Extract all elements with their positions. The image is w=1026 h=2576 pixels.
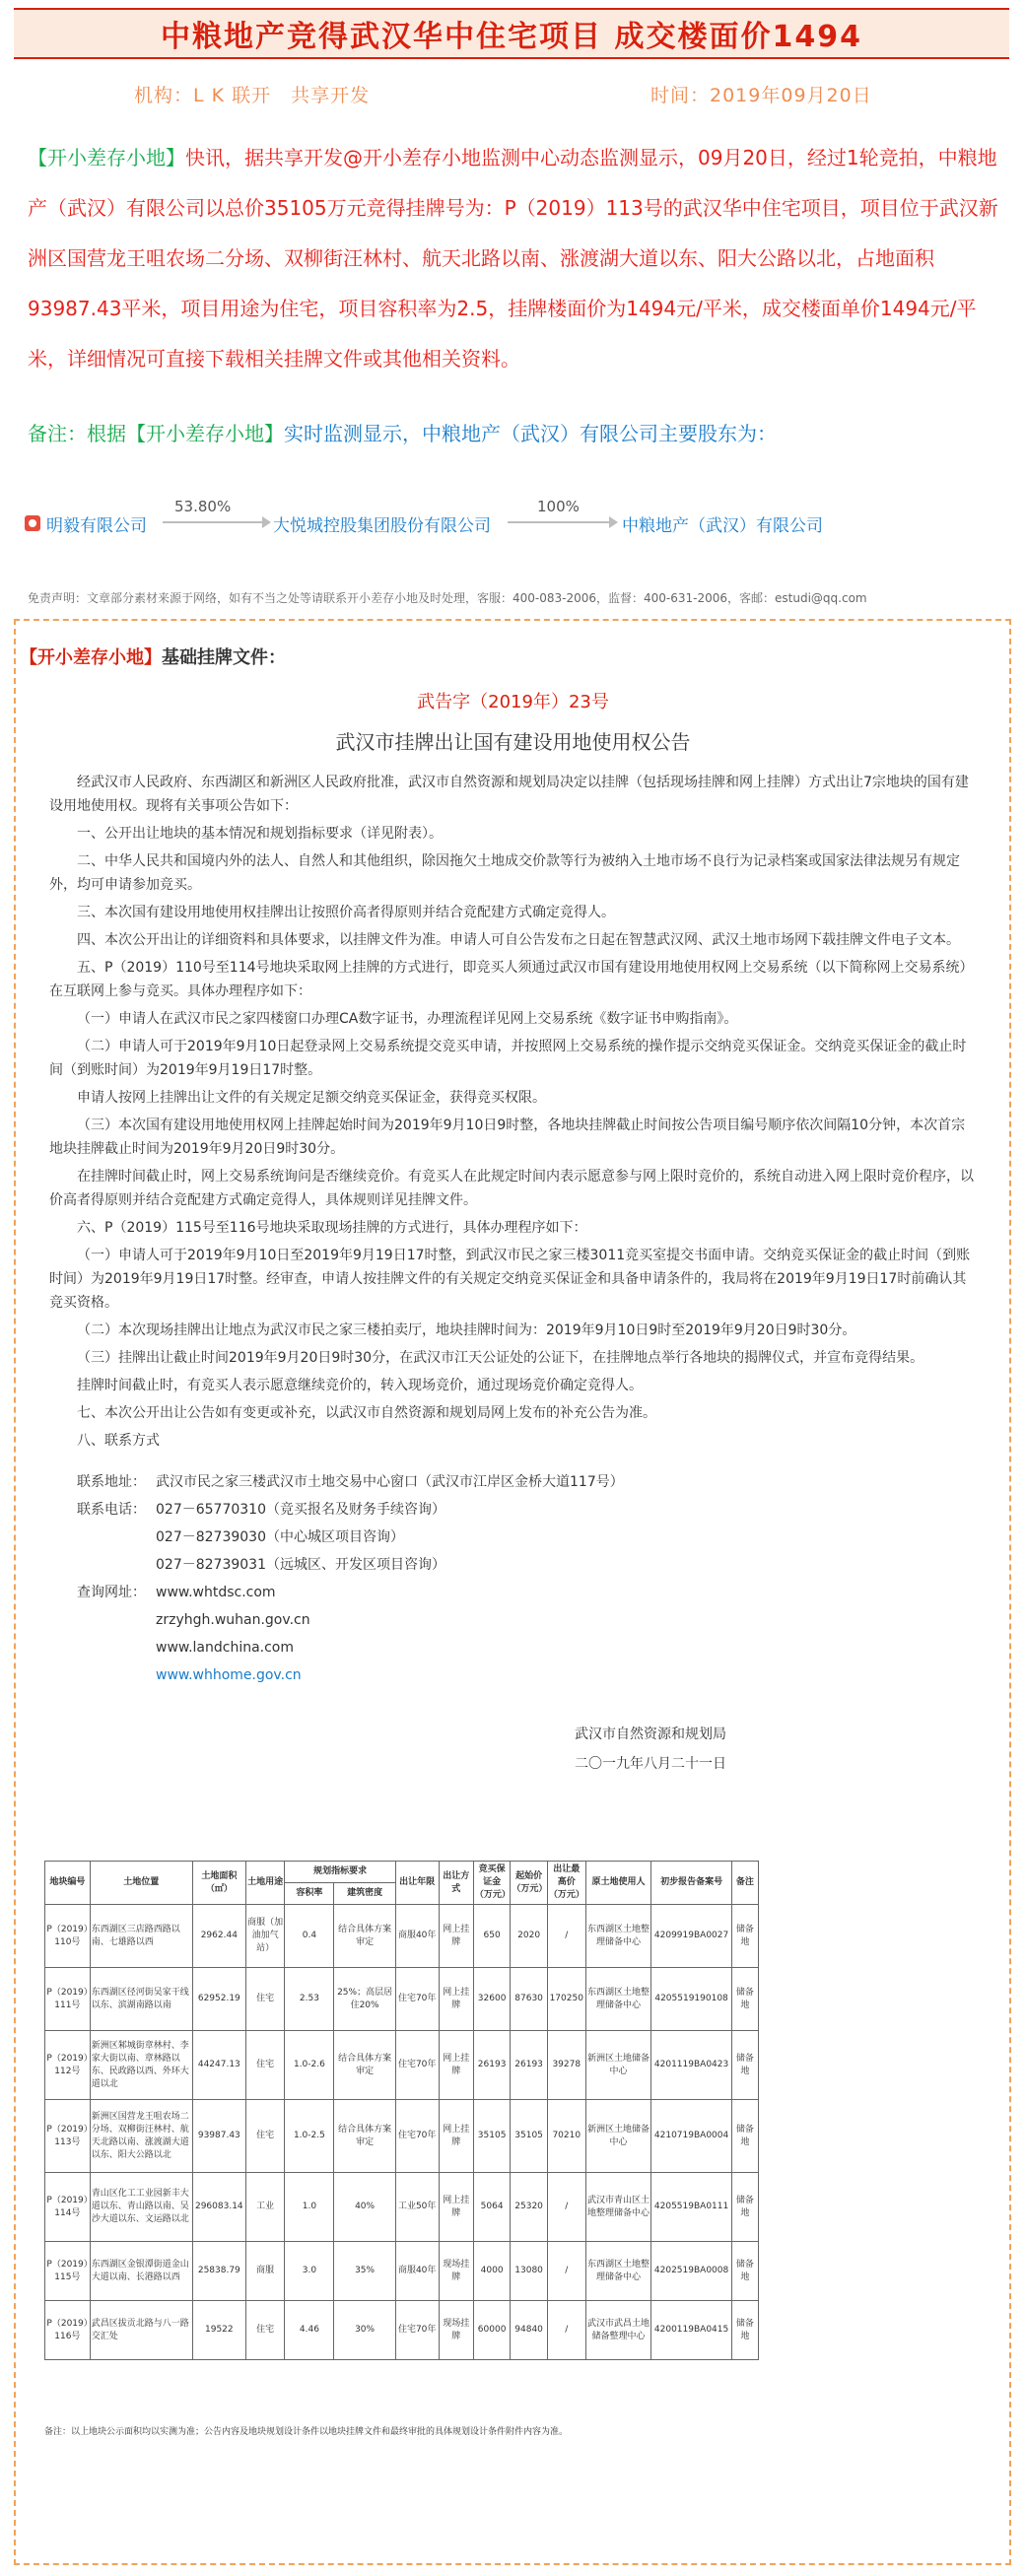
website-label: 查询网址： <box>77 1585 146 1600</box>
cell-method: 网上挂牌 <box>439 2173 473 2242</box>
announcement-paragraph: 在挂牌时间截止时，网上交易系统询问是否继续竞价。有竞买人在此规定时间内表示愿意参与网上限时竞价的，系统自动进入网上限时竞价程序，以价高者得原则并结合竞配建方式确定竞得人，具体规则详见挂牌文件。 <box>49 1169 974 1208</box>
cell-method: 网上挂牌 <box>439 1905 473 1968</box>
th-cap: 出让最高价（万元） <box>547 1862 585 1905</box>
cell-no: P（2019）114号 <box>45 2173 91 2242</box>
cell-loc: 东西湖区金银潭街道金山大道以南、长港路以西 <box>90 2242 192 2301</box>
arrow-icon <box>508 521 616 523</box>
cell-start: 26193 <box>511 2031 547 2100</box>
cell-loc: 青山区化工工业园新丰大道以东、青山路以南、吴沙大道以东、文运路以北 <box>90 2173 192 2242</box>
cell-remark: 储备地 <box>731 2242 758 2301</box>
news-tag: 【开小差存小地】 <box>28 146 185 169</box>
cell-density: 结合具体方案审定 <box>334 2100 395 2173</box>
cell-area: 62952.19 <box>192 1968 245 2031</box>
shareholder-node-1[interactable]: 明毅有限公司 <box>46 516 147 536</box>
cell-no: P（2019）111号 <box>45 1968 91 2031</box>
announcement-body <box>49 771 978 1457</box>
document-heading-text: 基础挂牌文件： <box>162 647 286 668</box>
th-area: 土地面积（㎡） <box>192 1862 245 1905</box>
document-number: 武告字（2019年）23号 <box>417 692 609 712</box>
note-tag: 【开小差存小地】 <box>126 422 284 445</box>
cell-deposit: 4000 <box>473 2242 510 2301</box>
note-text: 实时监测显示，中粮地产（武汉）有限公司主要股东为： <box>284 422 777 445</box>
cell-loc: 东西湖区径河街吴家干线以东、滨湖南路以南 <box>90 1968 192 2031</box>
cell-cap: 170250 <box>547 1968 585 2031</box>
cell-org: 东西湖区土地整理储备中心 <box>585 1905 651 1968</box>
cell-far: 1.0-2.6 <box>285 2031 334 2100</box>
th-years: 出让年限 <box>395 1862 439 1905</box>
announcement-paragraph: 六、P（2019）115号至116号地块采取现场挂牌的方式进行，具体办理程序如下： <box>77 1220 587 1236</box>
announcement-paragraph: （一）申请人可于2019年9月10日至2019年9月19日17时整，到武汉市民之家三楼3011竞买室提交书面申请。交纳竞买保证金的截止时间（到账时间）为2019年9月19日17时整。经审查，申请人按挂牌文件的有关规定交纳竞买保证金和具备申请条件的，我局将在2019年9月19日17时前确认其竞买资格。 <box>49 1248 971 1311</box>
cell-loc: 新洲区邾城街章林村、李家大街以南、章林路以东、民政路以西、外环大道以北 <box>90 2031 192 2100</box>
shareholder-node-2[interactable]: 大悦城控股集团股份有限公司 <box>273 516 491 536</box>
cell-years: 住宅70年 <box>395 2031 439 2100</box>
announcement-paragraph: （二）本次现场挂牌出让地点为武汉市民之家三楼拍卖厅，地块挂牌时间为：2019年9月10日9时至2019年9月20日9时30分。 <box>77 1322 856 1338</box>
cell-remark: 储备地 <box>731 1968 758 2031</box>
cell-area: 44247.13 <box>192 2031 245 2100</box>
announcement-paragraph: 经武汉市人民政府、东西湖区和新洲区人民政府批准，武汉市自然资源和规划局决定以挂牌（包括现场挂牌和网上挂牌）方式出让7宗地块的国有建设用地使用权。现将有关事项公告如下： <box>49 775 969 814</box>
cell-file: 4209919BA0027 <box>651 1905 732 1968</box>
cell-far: 1.0 <box>285 2173 334 2242</box>
cell-method: 网上挂牌 <box>439 2031 473 2100</box>
cell-cap: / <box>547 1905 585 1968</box>
cell-years: 住宅70年 <box>395 2301 439 2360</box>
cell-org: 武汉市青山区土地整理储备中心 <box>585 2173 651 2242</box>
website-link[interactable]: www.landchina.com <box>156 1640 295 1656</box>
company-logo-icon <box>25 515 40 531</box>
announcement-paragraph: 二、中华人民共和国境内外的法人、自然人和其他组织，除因拖欠土地成交价款等行为被纳入土地市场不良行为记录档案或国家法律法规另有规定外，均可申请参加竞买。 <box>49 853 960 893</box>
shareholder-chain <box>25 498 1000 547</box>
sign-date: 二〇一九年八月二十一日 <box>575 1756 726 1772</box>
cell-years: 住宅70年 <box>395 2100 439 2173</box>
signature-block <box>552 1720 749 1779</box>
cell-far: 0.4 <box>285 1905 334 1968</box>
news-text: 快讯，据共享开发@开小差存小地监测中心动态监测显示，09月20日，经过1轮竞拍，中粮地产（武汉）有限公司以总价35105万元竞得挂牌号为：P（2019）113号的武汉华中住宅项目，项目位于武汉新洲区国营龙王咀农场二分场、双柳街汪林村、航天北路以南、涨渡湖大道以东、阳大公路以北，占地面积93987.43平米，项目用途为住宅，项目容积率为2.5，挂牌楼面价为1494元/平米，成交楼面单价1494元/平米，详细情况可直接下载相关挂牌文件或其他相关资料。 <box>28 146 998 371</box>
website-link[interactable]: www.whhome.gov.cn <box>156 1667 302 1683</box>
announcement-paragraph: （二）申请人可于2019年9月10日起登录网上交易系统提交竞买申请，并按照网上交易系统的操作提示交纳竞买保证金。交纳竞买保证金的截止时间（到账时间）为2019年9月19日17时整。 <box>49 1039 967 1078</box>
cell-density: 40% <box>334 2173 395 2242</box>
cell-remark: 储备地 <box>731 2031 758 2100</box>
cell-area: 19522 <box>192 2301 245 2360</box>
cell-deposit: 60000 <box>473 2301 510 2360</box>
th-location: 土地位置 <box>90 1862 192 1905</box>
announcement-paragraph: 四、本次公开出让的详细资料和具体要求，以挂牌文件为准。申请人可自公告发布之日起在智慧武汉网、武汉土地市场网下载挂牌文件电子文本。 <box>77 932 960 948</box>
th-no: 地块编号 <box>45 1862 91 1905</box>
cell-org: 新洲区土地储备中心 <box>585 2100 651 2173</box>
cell-remark: 储备地 <box>731 2100 758 2173</box>
cell-file: 4201119BA0423 <box>651 2031 732 2100</box>
note-line <box>28 414 777 453</box>
phone-value: 027－82739030（中心城区项目咨询） <box>156 1529 404 1545</box>
cell-density: 结合具体方案审定 <box>334 1905 395 1968</box>
land-table <box>44 1861 759 2360</box>
note-prefix: 备注：根据 <box>28 422 126 445</box>
news-paragraph <box>28 133 1003 384</box>
cell-use: 商服（加油加气站） <box>245 1905 285 1968</box>
table-row <box>45 2031 759 2100</box>
cell-use: 住宅 <box>245 1968 285 2031</box>
th-org: 原土地使用人 <box>585 1862 651 1905</box>
th-deposit: 竞买保证金（万元） <box>473 1862 510 1905</box>
th-far: 容积率 <box>285 1883 334 1905</box>
cell-cap: 39278 <box>547 2031 585 2100</box>
cell-start: 35105 <box>511 2100 547 2173</box>
cell-far: 2.53 <box>285 1968 334 2031</box>
share-percent-2: 100% <box>537 498 580 515</box>
announcement-paragraph: （三）挂牌出让截止时间2019年9月20日9时30分，在武汉市江天公证处的公证下，在挂牌地点举行各地块的揭牌仪式，并宣布竞得结果。 <box>77 1350 924 1366</box>
cell-years: 住宅70年 <box>395 1968 439 2031</box>
cell-use: 住宅 <box>245 2100 285 2173</box>
cell-loc: 武昌区拔贡北路与八一路交汇处 <box>90 2301 192 2360</box>
th-remark: 备注 <box>731 1862 758 1905</box>
cell-start: 25320 <box>511 2173 547 2242</box>
cell-use: 住宅 <box>245 2031 285 2100</box>
cell-org: 武汉市武昌土地储备整理中心 <box>585 2301 651 2360</box>
cell-file: 4202519BA0008 <box>651 2242 732 2301</box>
website-link[interactable]: www.whtdsc.com <box>156 1585 276 1600</box>
signer: 武汉市自然资源和规划局 <box>575 1727 726 1742</box>
cell-method: 现场挂牌 <box>439 2242 473 2301</box>
th-use: 土地用途 <box>245 1862 285 1905</box>
th-density: 建筑密度 <box>334 1883 395 1905</box>
cell-deposit: 26193 <box>473 2031 510 2100</box>
cell-org: 东西湖区土地整理储备中心 <box>585 1968 651 2031</box>
cell-file: 4205519190108 <box>651 1968 732 2031</box>
announcement-paragraph: 八、联系方式 <box>77 1433 160 1449</box>
cell-density: 结合具体方案审定 <box>334 2031 395 2100</box>
website-link[interactable]: zrzyhgh.wuhan.gov.cn <box>156 1612 310 1628</box>
cell-cap: / <box>547 2242 585 2301</box>
cell-density: 25%；高层居住20% <box>334 1968 395 2031</box>
document-heading-tag: 【开小差存小地】 <box>20 647 162 668</box>
table-row <box>45 2100 759 2173</box>
cell-start: 94840 <box>511 2301 547 2360</box>
page-title: 中粮地产竞得武汉华中住宅项目 成交楼面价1494 <box>161 20 862 54</box>
th-method: 出让方式 <box>439 1862 473 1905</box>
cell-far: 3.0 <box>285 2242 334 2301</box>
th-start: 起始价（万元） <box>511 1862 547 1905</box>
cell-deposit: 32600 <box>473 1968 510 2031</box>
cell-far: 4.46 <box>285 2301 334 2360</box>
cell-years: 商服40年 <box>395 2242 439 2301</box>
cell-cap: / <box>547 2301 585 2360</box>
announcement-paragraph: 七、本次公开出让公告如有变更或补充，以武汉市自然资源和规划局网上发布的补充公告为准。 <box>77 1405 656 1421</box>
cell-file: 4200119BA0415 <box>651 2301 732 2360</box>
address-label: 联系地址： <box>77 1474 146 1490</box>
cell-org: 东西湖区土地整理储备中心 <box>585 2242 651 2301</box>
announcement-paragraph: 一、公开出让地块的基本情况和规划指标要求（详见附表）。 <box>77 826 443 842</box>
cell-file: 4205519BA0111 <box>651 2173 732 2242</box>
org-label: 机构：L K 联开 共享开发 <box>134 85 371 106</box>
cell-deposit: 35105 <box>473 2100 510 2173</box>
table-row <box>45 2242 759 2301</box>
phone-label: 联系电话： <box>77 1502 146 1518</box>
cell-remark: 储备地 <box>731 1905 758 1968</box>
cell-density: 35% <box>334 2242 395 2301</box>
cell-no: P（2019）115号 <box>45 2242 91 2301</box>
table-footnote: 备注：以上地块公示面积均以实测为准；公告内容及地块规划设计条件以地块挂牌文件和最终审批的具体规划设计条件附件内容为准。 <box>44 2427 569 2437</box>
announcement-paragraph: 五、P（2019）110号至114号地块采取网上挂牌的方式进行，即竞买人须通过武汉市国有建设用地使用权网上交易系统（以下简称网上交易系统）在互联网上参与竞买。具体办理程序如下： <box>49 960 974 999</box>
announcement-paragraph: 申请人按网上挂牌出让文件的有关规定足额交纳竞买保证金，获得竞买权限。 <box>77 1090 546 1106</box>
cell-method: 网上挂牌 <box>439 2100 473 2173</box>
cell-area: 93987.43 <box>192 2100 245 2173</box>
th-plan: 规划指标要求 <box>285 1862 395 1883</box>
cell-method: 网上挂牌 <box>439 1968 473 2031</box>
cell-years: 商服40年 <box>395 1905 439 1968</box>
cell-use: 住宅 <box>245 2301 285 2360</box>
cell-org: 新洲区土地储备中心 <box>585 2031 651 2100</box>
cell-start: 2020 <box>511 1905 547 1968</box>
cell-method: 现场挂牌 <box>439 2301 473 2360</box>
cell-start: 87630 <box>511 1968 547 2031</box>
cell-no: P（2019）116号 <box>45 2301 91 2360</box>
cell-use: 商服 <box>245 2242 285 2301</box>
cell-years: 工业50年 <box>395 2173 439 2242</box>
cell-use: 工业 <box>245 2173 285 2242</box>
table-row <box>45 1905 759 1968</box>
title-banner <box>14 8 1009 59</box>
contact-block <box>77 1468 624 1689</box>
cell-area: 296083.14 <box>192 2173 245 2242</box>
disclaimer: 免责声明：文章部分素材来源于网络，如有不当之处等请联系开小差存小地及时处理，客服：400-083-2006，监督：400-631-2006，客邮：estudi@qq.com <box>28 591 867 605</box>
cell-far: 1.0-2.5 <box>285 2100 334 2173</box>
table-row <box>45 1968 759 2031</box>
announcement-paragraph: （三）本次国有建设用地使用权网上挂牌起始时间为2019年9月10日9时整，各地块挂牌截止时间按公告项目编号顺序依次间隔10分钟，本次首宗地块挂牌截止时间为2019年9月20日9时30分。 <box>49 1118 966 1157</box>
phone-value: 027－82739031（远城区、开发区项目咨询） <box>156 1557 445 1573</box>
announcement-paragraph: （一）申请人在武汉市民之家四楼窗口办理CA数字证书，办理流程详见网上交易系统《数字证书申购指南》。 <box>77 1011 738 1027</box>
document-heading <box>20 644 286 669</box>
cell-cap: 70210 <box>547 2100 585 2173</box>
announcement-paragraph: 三、本次国有建设用地使用权挂牌出让按照价高者得原则并结合竞配建方式确定竞得人。 <box>77 905 615 920</box>
cell-cap: / <box>547 2173 585 2242</box>
cell-area: 2962.44 <box>192 1905 245 1968</box>
cell-start: 13080 <box>511 2242 547 2301</box>
share-percent-1: 53.80% <box>174 498 232 515</box>
cell-no: P（2019）113号 <box>45 2100 91 2173</box>
cell-no: P（2019）110号 <box>45 1905 91 1968</box>
time-label: 时间：2019年09月20日 <box>650 85 872 106</box>
phone-value: 027－65770310（竞买报名及财务手续咨询） <box>156 1502 445 1518</box>
cell-loc: 东西湖区三店路西路以南、七雄路以西 <box>90 1905 192 1968</box>
table-row <box>45 2173 759 2242</box>
table-row <box>45 2301 759 2360</box>
address-value: 武汉市民之家三楼武汉市土地交易中心窗口（武汉市江岸区金桥大道117号） <box>156 1474 624 1490</box>
shareholder-node-3[interactable]: 中粮地产（武汉）有限公司 <box>622 516 823 536</box>
cell-deposit: 650 <box>473 1905 510 1968</box>
arrow-icon <box>163 521 269 523</box>
cell-density: 30% <box>334 2301 395 2360</box>
document-title: 武汉市挂牌出让国有建设用地使用权公告 <box>335 730 691 754</box>
cell-file: 4210719BA0004 <box>651 2100 732 2173</box>
cell-loc: 新洲区国营龙王咀农场二分场、双柳街汪林村、航天北路以南、涨渡湖大道以东、阳大公路以北 <box>90 2100 192 2173</box>
announcement-paragraph: 挂牌时间截止时，有竞买人表示愿意继续竞价的，转入现场竞价，通过现场竞价确定竞得人。 <box>77 1378 643 1393</box>
cell-remark: 储备地 <box>731 2173 758 2242</box>
cell-deposit: 5064 <box>473 2173 510 2242</box>
th-file: 初步报告备案号 <box>651 1862 732 1905</box>
cell-remark: 储备地 <box>731 2301 758 2360</box>
cell-no: P（2019）112号 <box>45 2031 91 2100</box>
cell-area: 25838.79 <box>192 2242 245 2301</box>
